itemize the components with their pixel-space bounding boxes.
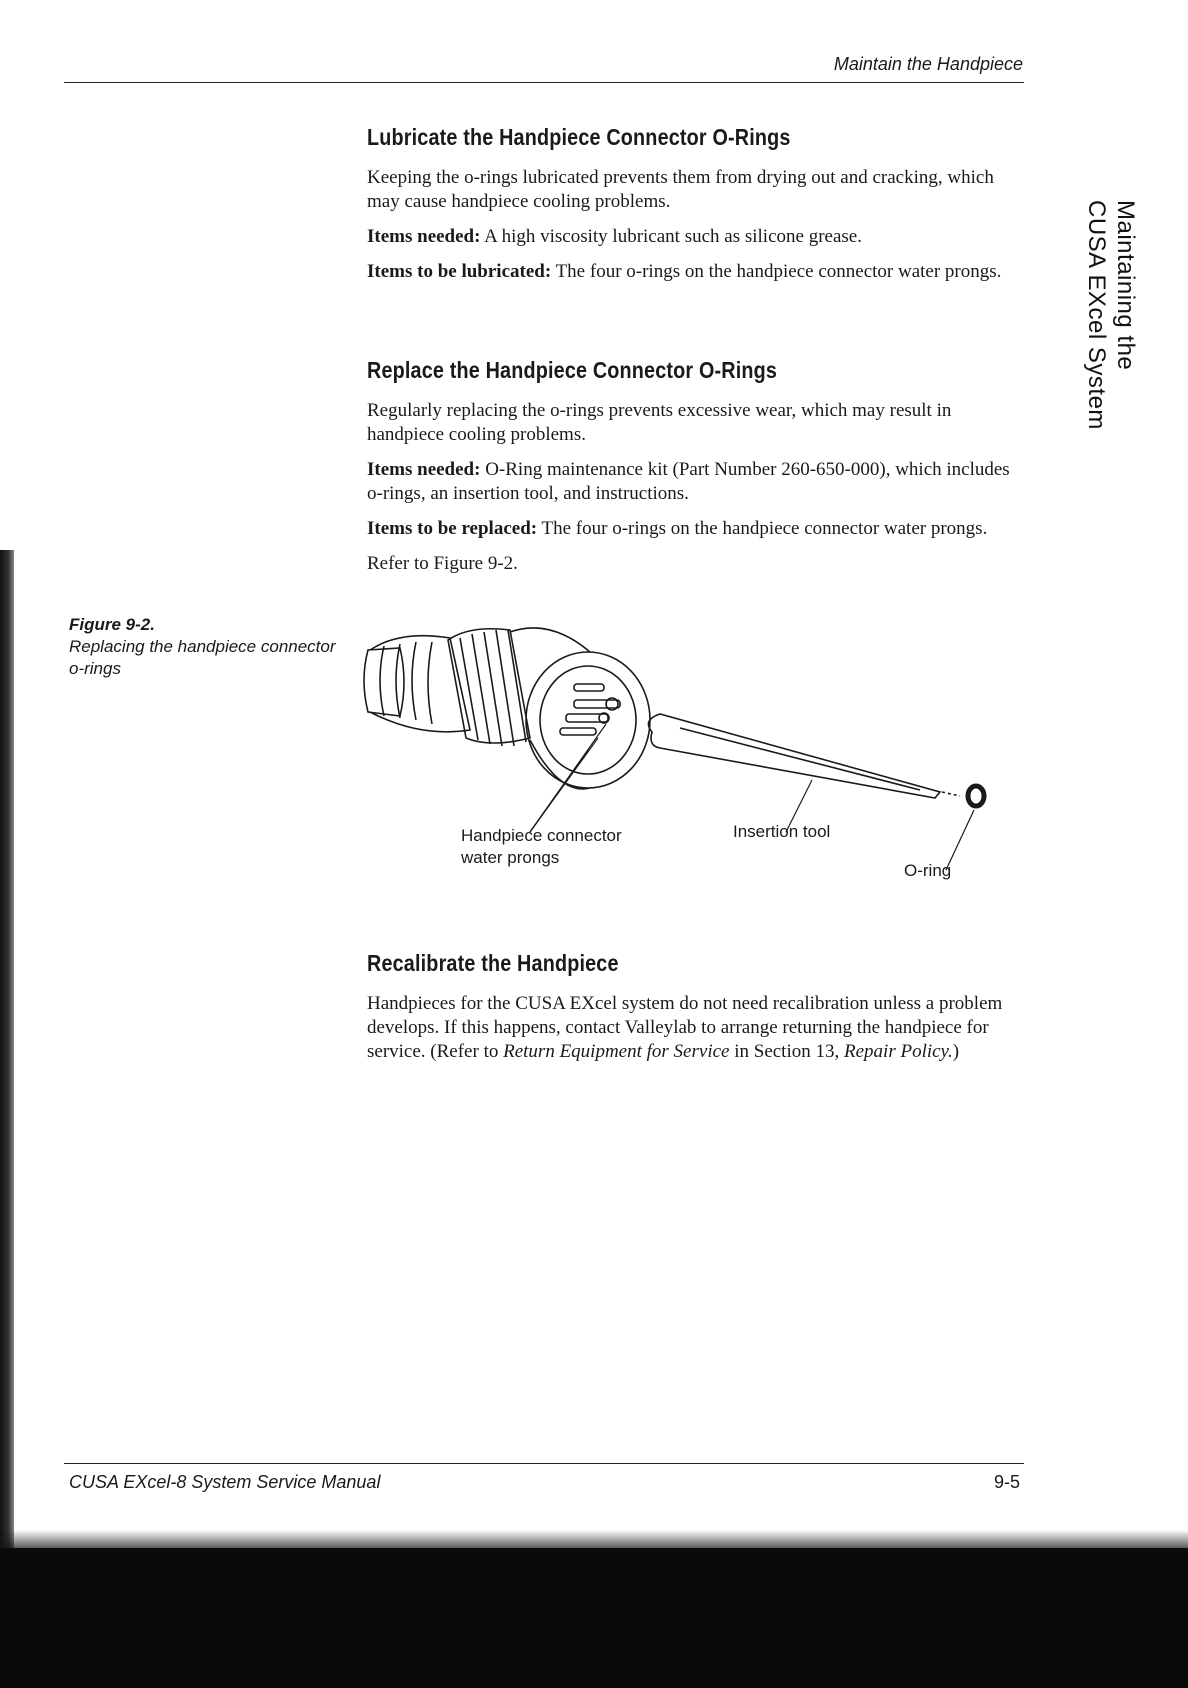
figure-number: Figure 9-2. [69, 615, 155, 634]
connector-face-inner [540, 666, 636, 774]
lubricate-intro: Keeping the o-rings lubricated prevents them from drying out and cracking, which may cause handpiece cooling problems. [367, 167, 994, 212]
replace-items-needed [367, 458, 1027, 506]
lubricate-items-needed [367, 225, 1027, 249]
section-recalibrate [367, 950, 1027, 1064]
heading-lubricate: Lubricate the Handpiece Connector O-Rings [367, 124, 791, 150]
callout-water-prongs: Handpiece connector water prongs [461, 826, 622, 867]
scan-bottom-band [0, 1548, 1188, 1688]
side-tab-line-1: Maintaining the [1112, 200, 1139, 371]
replace-intro: Regularly replacing the o-rings prevents excessive wear, which may result in handpiece cooling problems. [367, 400, 952, 445]
insertion-tool [648, 714, 940, 798]
callout-insertion-tool: Insertion tool [733, 822, 831, 841]
section-side-tab [1082, 200, 1140, 430]
side-tab-line-2: CUSA EXcel System [1083, 200, 1110, 430]
items-target-text: The four o-rings on the handpiece connector water prongs. [537, 518, 988, 539]
replace-items-target [367, 517, 1027, 541]
header-rule [64, 82, 1024, 83]
heading-recalibrate: Recalibrate the Handpiece [367, 950, 619, 976]
xref-return-equipment: Return Equipment for Service [503, 1041, 730, 1062]
footer-manual-title: CUSA EXcel-8 System Service Manual [69, 1472, 381, 1492]
items-target-label: Items to be lubricated: [367, 261, 552, 282]
oring-glyph [968, 786, 984, 806]
cable-ribs [380, 642, 432, 724]
items-target-label: Items to be replaced: [367, 518, 538, 539]
items-needed-label: Items needed: [367, 459, 481, 480]
cable-outline [370, 636, 470, 732]
footer-page-number: 9-5 [993, 1472, 1020, 1492]
section-lubricate [367, 124, 1027, 284]
handpiece-connector-drawing [360, 620, 1000, 890]
figure-caption-text: Replacing the handpiece connector o-rings [69, 637, 336, 678]
heading-replace: Replace the Handpiece Connector O-Rings [367, 357, 778, 383]
xref-repair-policy: Repair Policy. [844, 1041, 953, 1062]
figure-caption [69, 614, 339, 680]
items-needed-label: Items needed: [367, 226, 481, 247]
lubricate-items-target [367, 260, 1027, 284]
water-prongs [560, 684, 620, 735]
callout-oring: O-ring [904, 861, 952, 880]
recalibrate-text: Handpieces for the CUSA EXcel system do not need recalibration unless a problem develops. If this happens, contact Valleylab to arrange returning the handpiece for service. (Refer to Return Equipment for Service in Section 13, Repair Policy.) [367, 993, 1003, 1062]
replace-refer: Refer to Figure 9-2. [367, 553, 518, 574]
connector-face [526, 652, 650, 788]
running-header: Maintain the Handpiece [833, 54, 1023, 74]
items-target-text: The four o-rings on the handpiece connector water prongs. [551, 261, 1002, 282]
items-needed-text: A high viscosity lubricant such as silicone grease. [480, 226, 862, 247]
footer-rule [64, 1463, 1024, 1464]
items-needed-text: O-Ring maintenance kit (Part Number 260-650-000), which includes o-rings, an insertion tool, and instructions. [367, 459, 1010, 504]
figure-9-2-illustration [360, 620, 1000, 890]
scan-binding-shadow [0, 550, 14, 1550]
section-replace [367, 357, 1027, 576]
